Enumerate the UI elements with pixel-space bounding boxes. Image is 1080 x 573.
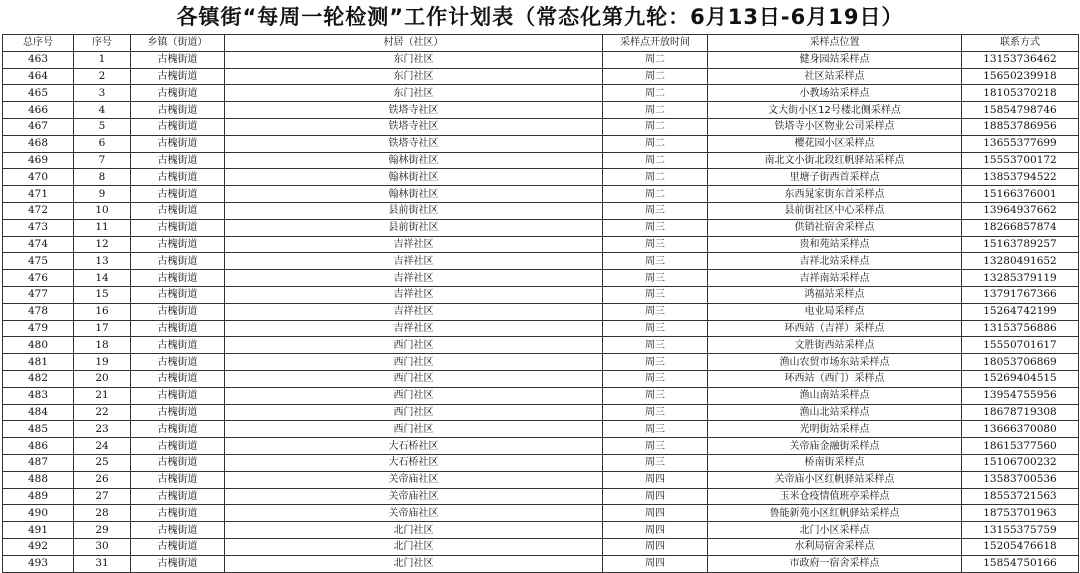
town-cell: 古槐街道	[131, 354, 225, 371]
index-cell: 31	[74, 555, 131, 572]
location-cell: 贵和苑站采样点	[708, 236, 962, 253]
total-index-cell: 469	[3, 152, 74, 169]
location-cell: 鲁能新苑小区红帆驿站采样点	[708, 505, 962, 522]
total-index-cell: 471	[3, 186, 74, 203]
open-time-cell: 周二	[603, 102, 708, 119]
index-cell: 24	[74, 438, 131, 455]
open-time-cell: 周二	[603, 68, 708, 85]
location-cell: 南北文小街北段红帆驿站采样点	[708, 152, 962, 169]
index-cell: 8	[74, 169, 131, 186]
index-cell: 17	[74, 320, 131, 337]
location-cell: 县前街社区中心采样点	[708, 202, 962, 219]
total-index-cell: 483	[3, 387, 74, 404]
table-row	[3, 236, 1079, 253]
community-cell: 翰林街社区	[225, 152, 603, 169]
open-time-cell: 周四	[603, 488, 708, 505]
table-row	[3, 219, 1079, 236]
open-time-cell: 周四	[603, 471, 708, 488]
index-cell: 13	[74, 253, 131, 270]
contact-cell: 15205476618	[962, 538, 1079, 555]
town-cell: 古槐街道	[131, 68, 225, 85]
total-index-cell: 468	[3, 135, 74, 152]
index-cell: 19	[74, 354, 131, 371]
contact-cell: 13155375759	[962, 522, 1079, 539]
open-time-cell: 周三	[603, 404, 708, 421]
table-row	[3, 253, 1079, 270]
location-cell: 吉祥北站采样点	[708, 253, 962, 270]
town-cell: 古槐街道	[131, 555, 225, 572]
contact-cell: 18266857874	[962, 219, 1079, 236]
contact-cell: 13791767366	[962, 286, 1079, 303]
contact-cell: 13285379119	[962, 270, 1079, 287]
location-cell: 小教场站采样点	[708, 85, 962, 102]
community-cell: 吉祥社区	[225, 236, 603, 253]
open-time-cell: 周三	[603, 270, 708, 287]
table-row	[3, 488, 1079, 505]
table-row	[3, 303, 1079, 320]
total-index-cell: 467	[3, 118, 74, 135]
town-cell: 古槐街道	[131, 286, 225, 303]
table-row	[3, 438, 1079, 455]
table-row	[3, 135, 1079, 152]
community-cell: 西门社区	[225, 387, 603, 404]
contact-cell: 18753701963	[962, 505, 1079, 522]
location-cell: 桥南街采样点	[708, 454, 962, 471]
town-cell: 古槐街道	[131, 85, 225, 102]
table-row	[3, 102, 1079, 119]
contact-cell: 13964937662	[962, 202, 1079, 219]
index-cell: 3	[74, 85, 131, 102]
table-header-row	[3, 35, 1079, 52]
index-cell: 20	[74, 370, 131, 387]
index-cell: 2	[74, 68, 131, 85]
community-cell: 铁塔寺社区	[225, 118, 603, 135]
contact-cell: 13280491652	[962, 253, 1079, 270]
contact-cell: 15854750166	[962, 555, 1079, 572]
total-index-cell: 473	[3, 219, 74, 236]
table-row	[3, 320, 1079, 337]
index-cell: 21	[74, 387, 131, 404]
contact-cell: 15166376001	[962, 186, 1079, 203]
table-row	[3, 286, 1079, 303]
town-cell: 古槐街道	[131, 169, 225, 186]
open-time-cell: 周二	[603, 51, 708, 68]
index-cell: 25	[74, 454, 131, 471]
index-cell: 4	[74, 102, 131, 119]
contact-cell: 13153756886	[962, 320, 1079, 337]
index-cell: 27	[74, 488, 131, 505]
total-index-cell: 493	[3, 555, 74, 572]
location-cell: 环西站（西门）采样点	[708, 370, 962, 387]
contact-cell: 13655377699	[962, 135, 1079, 152]
open-time-cell: 周三	[603, 438, 708, 455]
community-cell: 吉祥社区	[225, 286, 603, 303]
town-cell: 古槐街道	[131, 370, 225, 387]
page-title: 各镇街“每周一轮检测”工作计划表（常态化第九轮：6月13日-6月19日）	[176, 5, 904, 29]
table-row	[3, 85, 1079, 102]
contact-cell: 18053706869	[962, 354, 1079, 371]
community-cell: 吉祥社区	[225, 270, 603, 287]
town-cell: 古槐街道	[131, 471, 225, 488]
total-index-cell: 474	[3, 236, 74, 253]
town-cell: 古槐街道	[131, 454, 225, 471]
open-time-cell: 周三	[603, 202, 708, 219]
open-time-cell: 周三	[603, 354, 708, 371]
community-cell: 关帝庙社区	[225, 505, 603, 522]
location-cell: 樱花园小区采样点	[708, 135, 962, 152]
table-row	[3, 522, 1079, 539]
community-cell: 吉祥社区	[225, 253, 603, 270]
table-row	[3, 202, 1079, 219]
header-contact: 联系方式	[962, 35, 1079, 52]
open-time-cell: 周三	[603, 337, 708, 354]
open-time-cell: 周三	[603, 454, 708, 471]
town-cell: 古槐街道	[131, 387, 225, 404]
index-cell: 15	[74, 286, 131, 303]
town-cell: 古槐街道	[131, 421, 225, 438]
location-cell: 铁塔寺小区物业公司采样点	[708, 118, 962, 135]
location-cell: 关帝庙金融街采样点	[708, 438, 962, 455]
open-time-cell: 周三	[603, 253, 708, 270]
index-cell: 12	[74, 236, 131, 253]
header-total-index: 总序号	[3, 35, 74, 52]
community-cell: 吉祥社区	[225, 303, 603, 320]
total-index-cell: 486	[3, 438, 74, 455]
table-row	[3, 270, 1079, 287]
table-row	[3, 186, 1079, 203]
contact-cell: 13954755956	[962, 387, 1079, 404]
header-open-time: 采样点开放时间	[603, 35, 708, 52]
location-cell: 电业局采样点	[708, 303, 962, 320]
total-index-cell: 489	[3, 488, 74, 505]
town-cell: 古槐街道	[131, 118, 225, 135]
location-cell: 渔山南站采样点	[708, 387, 962, 404]
index-cell: 6	[74, 135, 131, 152]
index-cell: 9	[74, 186, 131, 203]
total-index-cell: 482	[3, 370, 74, 387]
town-cell: 古槐街道	[131, 135, 225, 152]
contact-cell: 15269404515	[962, 370, 1079, 387]
contact-cell: 18615377560	[962, 438, 1079, 455]
total-index-cell: 485	[3, 421, 74, 438]
open-time-cell: 周三	[603, 286, 708, 303]
contact-cell: 15650239918	[962, 68, 1079, 85]
community-cell: 铁塔寺社区	[225, 102, 603, 119]
table-row	[3, 404, 1079, 421]
total-index-cell: 470	[3, 169, 74, 186]
community-cell: 西门社区	[225, 354, 603, 371]
location-cell: 环西站（吉祥）采样点	[708, 320, 962, 337]
location-cell: 玉米仓疫情值班亭采样点	[708, 488, 962, 505]
index-cell: 16	[74, 303, 131, 320]
index-cell: 26	[74, 471, 131, 488]
open-time-cell: 周三	[603, 370, 708, 387]
town-cell: 古槐街道	[131, 202, 225, 219]
contact-cell: 13583700536	[962, 471, 1079, 488]
table-row	[3, 51, 1079, 68]
location-cell: 里塘子街西首采样点	[708, 169, 962, 186]
location-cell: 文胜街西站采样点	[708, 337, 962, 354]
contact-cell: 15854798746	[962, 102, 1079, 119]
location-cell: 东西晁家街东首采样点	[708, 186, 962, 203]
community-cell: 县前街社区	[225, 219, 603, 236]
table-row	[3, 454, 1079, 471]
contact-cell: 13153736462	[962, 51, 1079, 68]
open-time-cell: 周二	[603, 186, 708, 203]
open-time-cell: 周三	[603, 219, 708, 236]
total-index-cell: 466	[3, 102, 74, 119]
town-cell: 古槐街道	[131, 186, 225, 203]
total-index-cell: 488	[3, 471, 74, 488]
index-cell: 18	[74, 337, 131, 354]
total-index-cell: 477	[3, 286, 74, 303]
contact-cell: 18853786956	[962, 118, 1079, 135]
open-time-cell: 周三	[603, 421, 708, 438]
town-cell: 古槐街道	[131, 404, 225, 421]
town-cell: 古槐街道	[131, 102, 225, 119]
open-time-cell: 周二	[603, 135, 708, 152]
location-cell: 文大街小区12号楼北侧采样点	[708, 102, 962, 119]
community-cell: 西门社区	[225, 337, 603, 354]
header-community: 村居（社区）	[225, 35, 603, 52]
header-town: 乡镇（街道）	[131, 35, 225, 52]
total-index-cell: 490	[3, 505, 74, 522]
total-index-cell: 479	[3, 320, 74, 337]
open-time-cell: 周四	[603, 555, 708, 572]
header-index: 序号	[74, 35, 131, 52]
table-row	[3, 421, 1079, 438]
community-cell: 县前街社区	[225, 202, 603, 219]
table-row	[3, 354, 1079, 371]
index-cell: 28	[74, 505, 131, 522]
contact-cell: 15553700172	[962, 152, 1079, 169]
total-index-cell: 487	[3, 454, 74, 471]
open-time-cell: 周四	[603, 538, 708, 555]
town-cell: 古槐街道	[131, 152, 225, 169]
index-cell: 14	[74, 270, 131, 287]
location-cell: 供销社宿舍采样点	[708, 219, 962, 236]
community-cell: 翰林街社区	[225, 169, 603, 186]
contact-cell: 18105370218	[962, 85, 1079, 102]
town-cell: 古槐街道	[131, 337, 225, 354]
open-time-cell: 周四	[603, 522, 708, 539]
total-index-cell: 476	[3, 270, 74, 287]
location-cell: 北门小区采样点	[708, 522, 962, 539]
town-cell: 古槐街道	[131, 253, 225, 270]
contact-cell: 15163789257	[962, 236, 1079, 253]
schedule-table	[2, 34, 1079, 573]
table-row	[3, 471, 1079, 488]
open-time-cell: 周二	[603, 85, 708, 102]
total-index-cell: 465	[3, 85, 74, 102]
community-cell: 北门社区	[225, 538, 603, 555]
town-cell: 古槐街道	[131, 538, 225, 555]
open-time-cell: 周二	[603, 169, 708, 186]
index-cell: 29	[74, 522, 131, 539]
town-cell: 古槐街道	[131, 236, 225, 253]
index-cell: 30	[74, 538, 131, 555]
open-time-cell: 周四	[603, 505, 708, 522]
community-cell: 东门社区	[225, 68, 603, 85]
total-index-cell: 472	[3, 202, 74, 219]
location-cell: 渔山北站采样点	[708, 404, 962, 421]
total-index-cell: 480	[3, 337, 74, 354]
location-cell: 关帝庙小区红帆驿站采样点	[708, 471, 962, 488]
community-cell: 西门社区	[225, 404, 603, 421]
index-cell: 11	[74, 219, 131, 236]
community-cell: 翰林街社区	[225, 186, 603, 203]
town-cell: 古槐街道	[131, 219, 225, 236]
community-cell: 大石桥社区	[225, 454, 603, 471]
total-index-cell: 492	[3, 538, 74, 555]
community-cell: 关帝庙社区	[225, 471, 603, 488]
open-time-cell: 周二	[603, 118, 708, 135]
open-time-cell: 周三	[603, 236, 708, 253]
town-cell: 古槐街道	[131, 51, 225, 68]
table-row	[3, 169, 1079, 186]
contact-cell: 13853794522	[962, 169, 1079, 186]
town-cell: 古槐街道	[131, 303, 225, 320]
location-cell: 渔山农贸市场东站采样点	[708, 354, 962, 371]
contact-cell: 18678719308	[962, 404, 1079, 421]
community-cell: 大石桥社区	[225, 438, 603, 455]
total-index-cell: 478	[3, 303, 74, 320]
index-cell: 10	[74, 202, 131, 219]
community-cell: 东门社区	[225, 85, 603, 102]
open-time-cell: 周三	[603, 387, 708, 404]
index-cell: 22	[74, 404, 131, 421]
table-row	[3, 370, 1079, 387]
location-cell: 社区站采样点	[708, 68, 962, 85]
community-cell: 吉祥社区	[225, 320, 603, 337]
total-index-cell: 475	[3, 253, 74, 270]
location-cell: 吉祥南站采样点	[708, 270, 962, 287]
total-index-cell: 464	[3, 68, 74, 85]
contact-cell: 15550701617	[962, 337, 1079, 354]
town-cell: 古槐街道	[131, 270, 225, 287]
contact-cell: 15264742199	[962, 303, 1079, 320]
total-index-cell: 463	[3, 51, 74, 68]
community-cell: 北门社区	[225, 522, 603, 539]
table-row	[3, 68, 1079, 85]
table-row	[3, 505, 1079, 522]
location-cell: 光明街站采样点	[708, 421, 962, 438]
community-cell: 西门社区	[225, 370, 603, 387]
town-cell: 古槐街道	[131, 522, 225, 539]
table-row	[3, 387, 1079, 404]
total-index-cell: 481	[3, 354, 74, 371]
total-index-cell: 491	[3, 522, 74, 539]
community-cell: 铁塔寺社区	[225, 135, 603, 152]
town-cell: 古槐街道	[131, 488, 225, 505]
community-cell: 北门社区	[225, 555, 603, 572]
table-row	[3, 555, 1079, 572]
town-cell: 古槐街道	[131, 320, 225, 337]
index-cell: 23	[74, 421, 131, 438]
index-cell: 5	[74, 118, 131, 135]
open-time-cell: 周三	[603, 320, 708, 337]
community-cell: 东门社区	[225, 51, 603, 68]
table-row	[3, 538, 1079, 555]
index-cell: 7	[74, 152, 131, 169]
location-cell: 水利局宿舍采样点	[708, 538, 962, 555]
header-location: 采样点位置	[708, 35, 962, 52]
table-row	[3, 337, 1079, 354]
index-cell: 1	[74, 51, 131, 68]
location-cell: 健身园站采样点	[708, 51, 962, 68]
town-cell: 古槐街道	[131, 505, 225, 522]
table-row	[3, 152, 1079, 169]
community-cell: 西门社区	[225, 421, 603, 438]
location-cell: 鸿福站采样点	[708, 286, 962, 303]
contact-cell: 18553721563	[962, 488, 1079, 505]
total-index-cell: 484	[3, 404, 74, 421]
open-time-cell: 周三	[603, 303, 708, 320]
contact-cell: 13666370080	[962, 421, 1079, 438]
table-row	[3, 118, 1079, 135]
open-time-cell: 周二	[603, 152, 708, 169]
contact-cell: 15106700232	[962, 454, 1079, 471]
community-cell: 关帝庙社区	[225, 488, 603, 505]
town-cell: 古槐街道	[131, 438, 225, 455]
location-cell: 市政府一宿舍采样点	[708, 555, 962, 572]
